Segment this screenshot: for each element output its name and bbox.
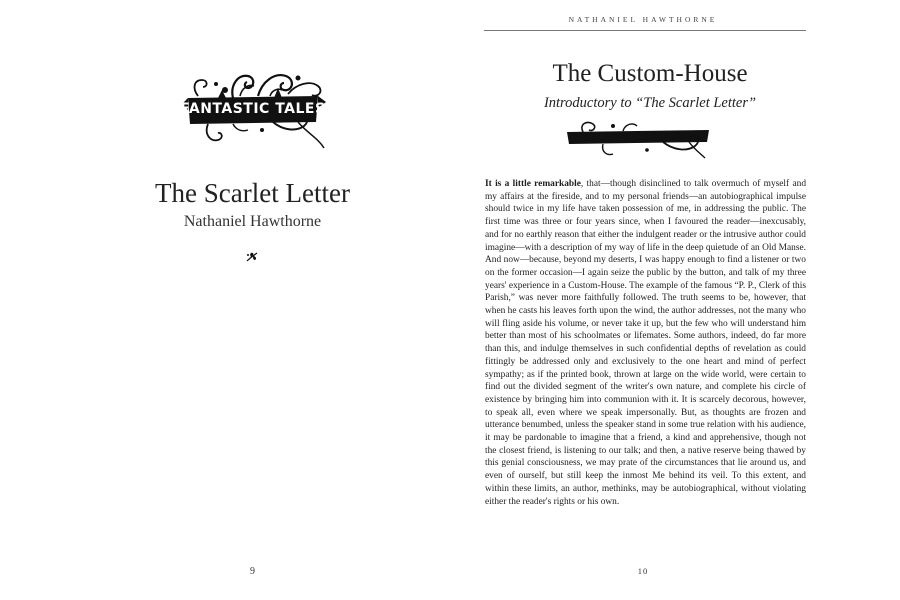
running-head: NATHANIEL HAWTHORNE bbox=[568, 15, 718, 24]
divider-ornament bbox=[563, 120, 713, 160]
left-page-number: 9 bbox=[250, 566, 255, 577]
fleuron-icon bbox=[245, 250, 259, 264]
book-author: Nathaniel Hawthorne bbox=[183, 213, 322, 230]
chapter-subtitle: Introductory to “The Scarlet Letter” bbox=[543, 95, 757, 111]
body-text: , that—though disinclined to talk overmuch of myself and my affairs at the fireside, and to my personal friends—an autobiographical impulse should twice in my life have taken possession of me, in addressing the public. The first time was three or four years since, when I favoured the reader—inexcusably, and for no earthly reason that either the indulgent reader or the intrusive author could imagine—with a description of my way of life in the deep quietude of an Old Manse. And now—because, beyond my deserts, I was happy enough to find a listener or two on the former occasion—I again seize the public by the button, and talk of my three years' experience in a Custom-House. The example of the famous “P. P., Clerk of this Parish,” was never more faithfully followed. The truth seems to be, however, that when he casts his leaves forth upon the wind, the author addresses, not the many who will fling aside his volume, or never take it up, but the few who will understand him better than most of his schoolmates or lifemates. Some authors, indeed, do far more than this, and indulge themselves in such confidential depths of revelation as could fittingly be addressed only and exclusively to the one heart and mind of perfect sympathy; as if the printed book, thrown at large on the wide world, were certain to find out the divided segment of the writer's own nature, and complete his circle of existence by bringing him into communion with it. It is scarcely decorous, however, to speak all, even where we speak impersonally. But, as thoughts are frozen and utterance benumbed, unless the speaker stand in some true relation with his audience, it may be pardonable to imagine that a friend, a kind and apprehensive, though not the closest friend, is listening to our talk; and then, a native reserve being thawed by this genial consciousness, we may prate of the circumstances that lie around us, and even of ourself, but still keep the inmost Me behind its veil. To this extent, and within these limits, an author, methinks, may be autobiographical, without violating either the reader's rights or his own. bbox=[485, 179, 807, 507]
fantastic-tales-logo bbox=[178, 60, 328, 155]
series-logo-text: FANTASTIC TALES bbox=[180, 101, 326, 117]
body-paragraph bbox=[485, 178, 806, 508]
right-page-number: 10 bbox=[637, 566, 649, 576]
book-title: The Scarlet Letter bbox=[155, 178, 350, 208]
body-lead-in: It is a little remarkable bbox=[485, 179, 581, 189]
right-page bbox=[470, 0, 900, 600]
running-head-rule bbox=[484, 30, 806, 31]
chapter-title: The Custom-House bbox=[552, 60, 748, 87]
floral-divider-icon bbox=[563, 120, 713, 160]
